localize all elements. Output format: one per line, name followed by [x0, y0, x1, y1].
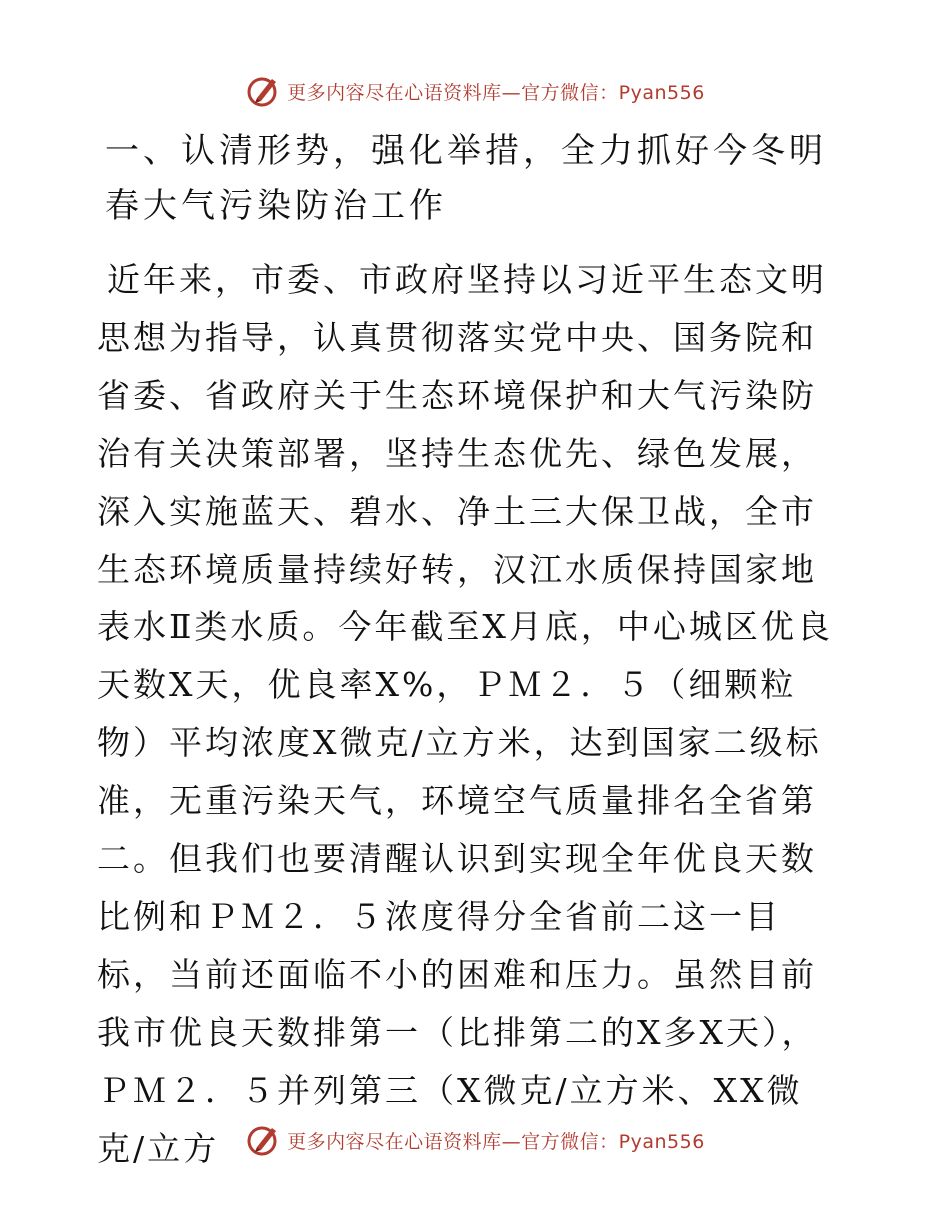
footer-watermark	[0, 1120, 950, 1160]
section-heading: 一、认清形势，强化举措，全力抓好今冬明春大气污染防治工作	[105, 131, 827, 226]
pen-logo-icon	[245, 1123, 281, 1157]
pen-logo-icon	[245, 74, 281, 108]
watermark-text: 更多内容尽在心语资料库—官方微信：Pyan556	[287, 81, 705, 104]
body-paragraph: 近年来，市委、市政府坚持以习近平生态文明思想为指导，认真贯彻落实党中央、国务院和省委、省政府关于生态环境保护和大气污染防治有关决策部署，坚持生态优先、绿色发展，深入实施蓝天、碧水、净土三大保卫战，全市生态环境质量持续好转，汉江水质保持国家地表水Ⅱ类水质。今年截至X月底，中心城区优良天数X天，优良率X%，ＰＭ２．５（细颗粒物）平均浓度X微克/立方米，达到国家二级标准，无重污染天气，环境空气质量排名全省第二。但我们也要清醒认识到实现全年优良天数比例和ＰＭ２．５浓度得分全省前二这一目标，当前还面临不小的困难和压力。虽然目前我市优良天数排第一（比排第二的X多X天），ＰＭ２．５并列第三（X微克/立方米、XX微克/立方	[97, 260, 833, 1168]
header-watermark	[0, 71, 950, 111]
watermark-text: 更多内容尽在心语资料库—官方微信：Pyan556	[287, 1130, 705, 1153]
